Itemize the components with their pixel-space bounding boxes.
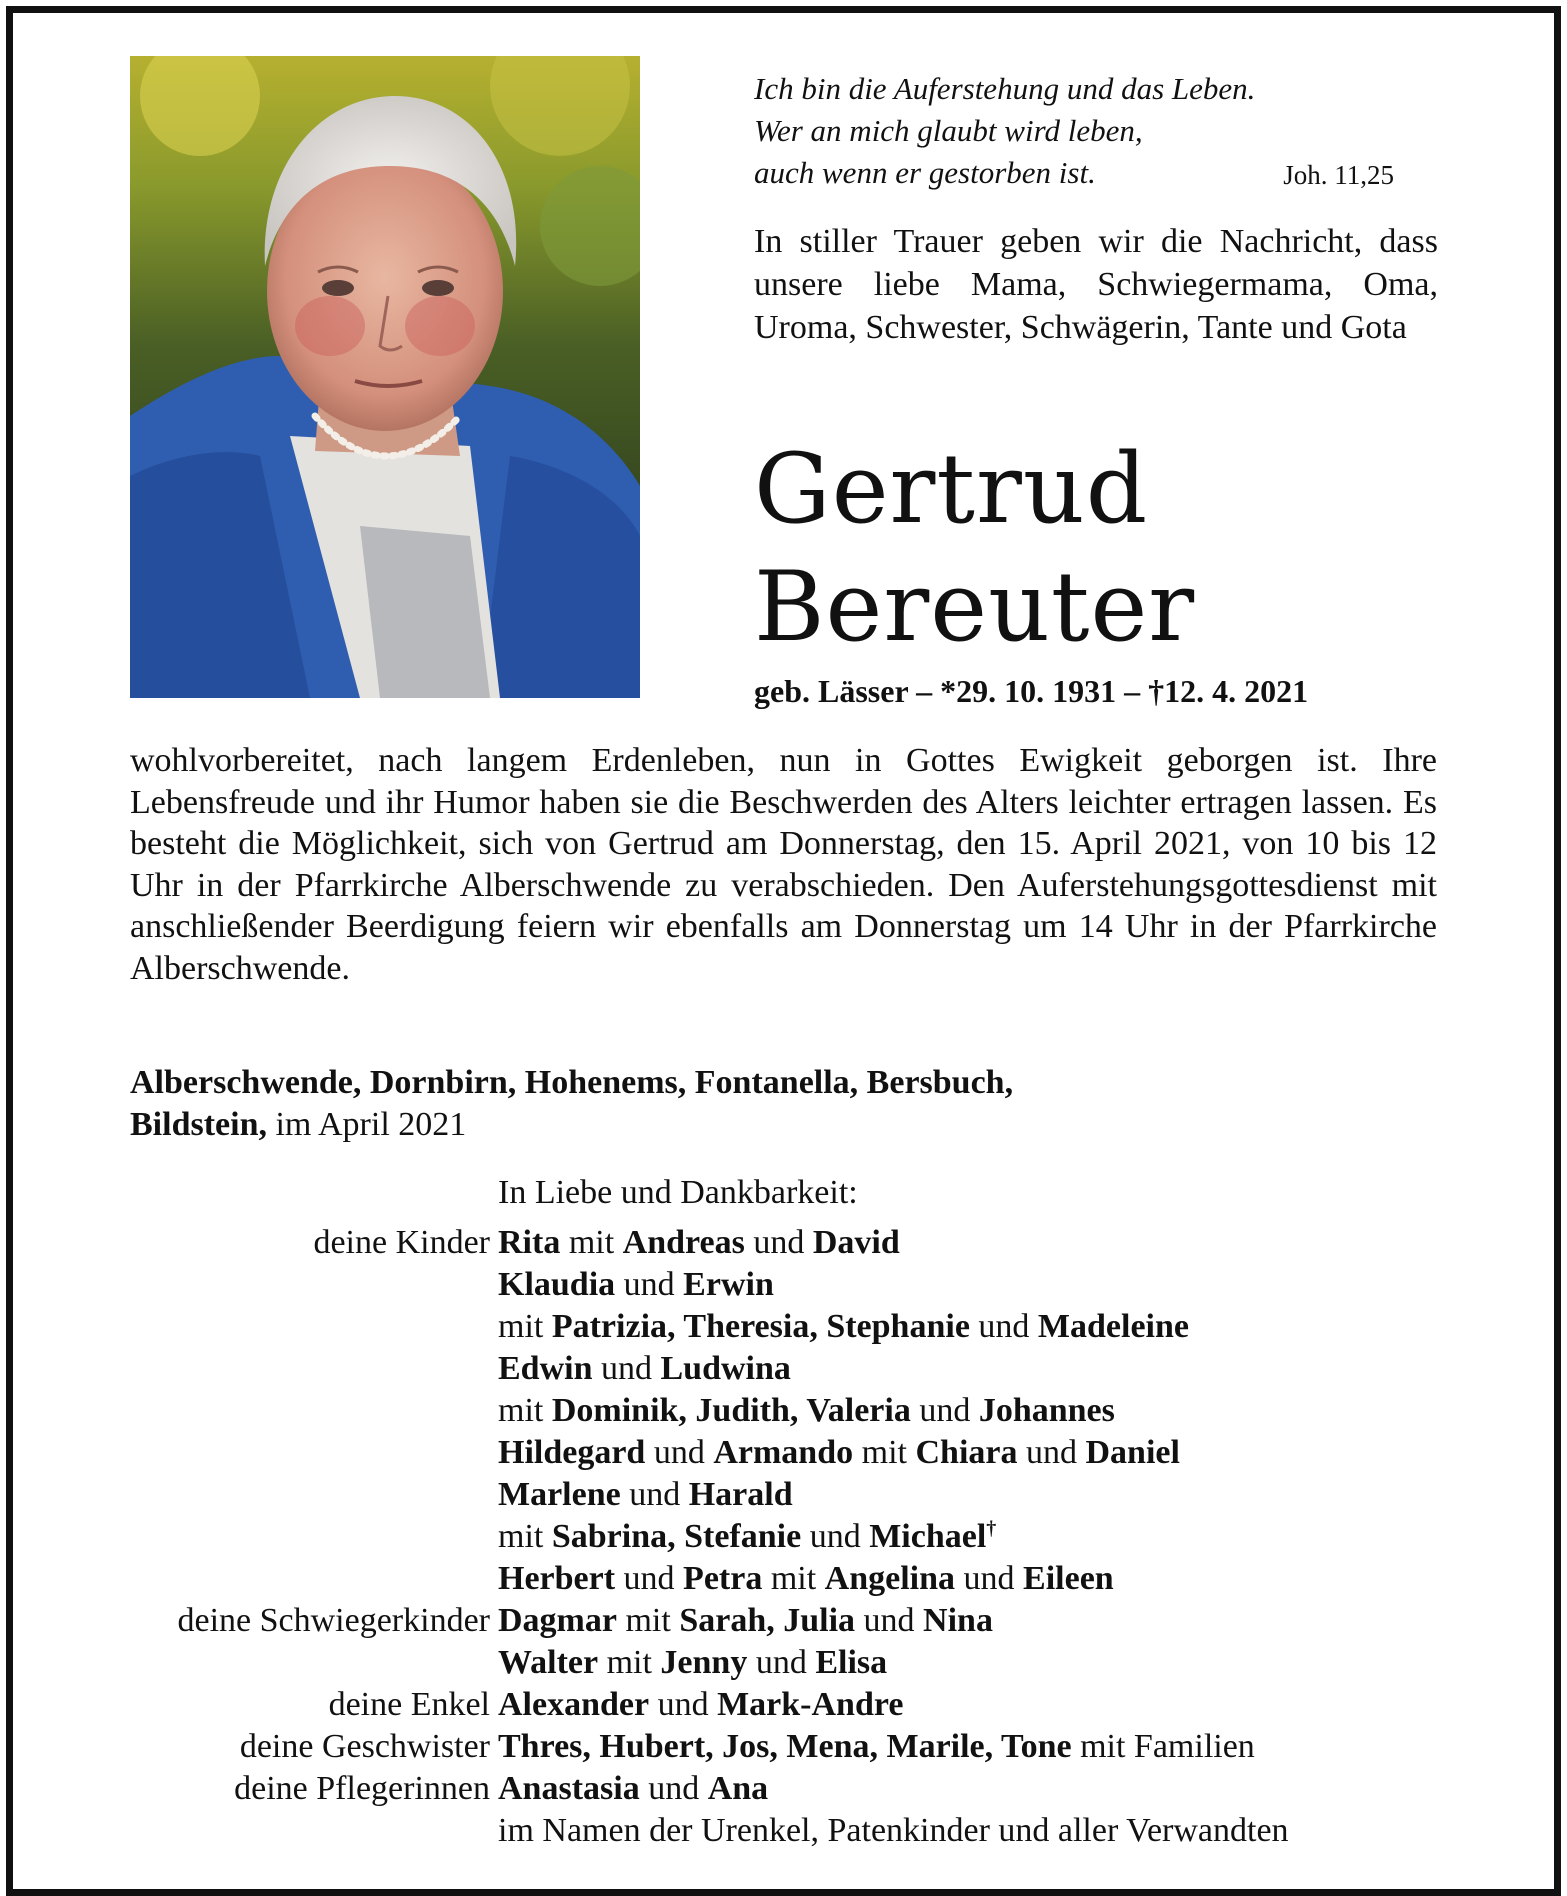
portrait-illustration	[130, 56, 640, 698]
last-name: Bereuter	[754, 551, 1196, 663]
names-line: Walter mit Jenny und Elisa	[498, 1644, 888, 1681]
names-line: Herbert und Petra mit Angelina und Eileen	[498, 1560, 1114, 1597]
role-label: deine Pflegerinnen	[234, 1770, 490, 1807]
list-item	[0, 1306, 1520, 1348]
names-line: Rita mit Andreas und David	[498, 1224, 900, 1261]
bible-verse	[754, 68, 1404, 194]
list-item	[0, 1348, 1520, 1390]
verse-line-2: Wer an mich glaubt wird leben,	[754, 113, 1143, 148]
names-line: Thres, Hubert, Jos, Mena, Marile, Tone mit Familien	[498, 1728, 1255, 1765]
role-label: deine Kinder	[313, 1224, 490, 1261]
role-label: deine Schwiegerkinder	[177, 1602, 490, 1639]
list-item	[0, 1684, 1520, 1726]
list-item	[0, 1768, 1520, 1810]
dagger-icon: †	[986, 1517, 997, 1540]
places-and-date	[130, 1062, 1330, 1146]
names-line: Alexander und Mark-Andre	[498, 1686, 904, 1723]
names-line: Marlene und Harald	[498, 1476, 793, 1513]
obituary-body-text: wohlvorbereitet, nach langem Erdenleben, nun in Gottes Ewigkeit geborgen ist. Ihre Lebensfreude und ihr Humor haben sie die Beschwerden des Alters leichter ertragen lassen. Es besteht die Möglichkeit, sich von Gertrud am Donnerstag, den 15. April 2021, von 10 bis 12 Uhr in der Pfarrkirche Alberschwende zu verabschieden. Den Auferstehungsgottesdienst mit anschließender Beerdigung feiern wir ebenfalls am Donnerstag um 14 Uhr in der Pfarrkirche Alberschwende.	[130, 742, 1437, 987]
life-dates: geb. Lässer – *29. 10. 1931 – †12. 4. 2021	[754, 673, 1309, 709]
thanks-heading: In Liebe und Dankbarkeit:	[498, 1174, 858, 1211]
list-item	[0, 1558, 1520, 1600]
verse-reference: Joh. 11,25	[1283, 160, 1394, 190]
names-line: mit Dominik, Judith, Valeria und Johannes	[498, 1392, 1115, 1429]
closing-line: im Namen der Urenkel, Patenkinder und aller Verwandten	[498, 1812, 1289, 1849]
first-name: Gertrud	[754, 433, 1149, 545]
portrait-photo	[130, 56, 640, 698]
list-item	[0, 1432, 1520, 1474]
verse-line-1: Ich bin die Auferstehung und das Leben.	[754, 71, 1256, 106]
list-item	[0, 1264, 1520, 1306]
list-item	[0, 1810, 1520, 1852]
intro-text: In stiller Trauer geben wir die Nachricht, dass unsere liebe Mama, Schwiegermama, Oma, Uroma, Schwester, Schwägerin, Tante und Gota	[754, 223, 1438, 346]
names-line: Anastasia und Ana	[498, 1770, 769, 1807]
mourners-list	[0, 1222, 1520, 1852]
list-item	[0, 1600, 1520, 1642]
list-item	[0, 1642, 1520, 1684]
places-line-1: Alberschwende, Dornbirn, Hohenems, Fontanella, Bersbuch,	[130, 1064, 1014, 1101]
names-line: Dagmar mit Sarah, Julia und Nina	[498, 1602, 993, 1639]
places-line-2-rest: im April 2021	[266, 1106, 467, 1143]
verse-line-3: auch wenn er gestorben ist.	[754, 155, 1096, 190]
list-item	[0, 1726, 1520, 1768]
names-line: Hildegard und Armando mit Chiara und Daniel	[498, 1434, 1180, 1471]
names-line: mit Sabrina, Stefanie und Michael†	[498, 1517, 997, 1555]
deceased-name	[754, 430, 1195, 666]
role-label: deine Enkel	[328, 1686, 490, 1723]
names-line: Edwin und Ludwina	[498, 1350, 791, 1387]
names-line: Klaudia und Erwin	[498, 1266, 774, 1303]
places-line-2-bold: Bildstein,	[130, 1106, 267, 1143]
list-item	[0, 1474, 1520, 1516]
list-item	[0, 1516, 1520, 1558]
names-line: mit Patrizia, Theresia, Stephanie und Madeleine	[498, 1308, 1189, 1345]
list-item	[0, 1390, 1520, 1432]
role-label: deine Geschwister	[239, 1728, 490, 1765]
list-item	[0, 1222, 1520, 1264]
